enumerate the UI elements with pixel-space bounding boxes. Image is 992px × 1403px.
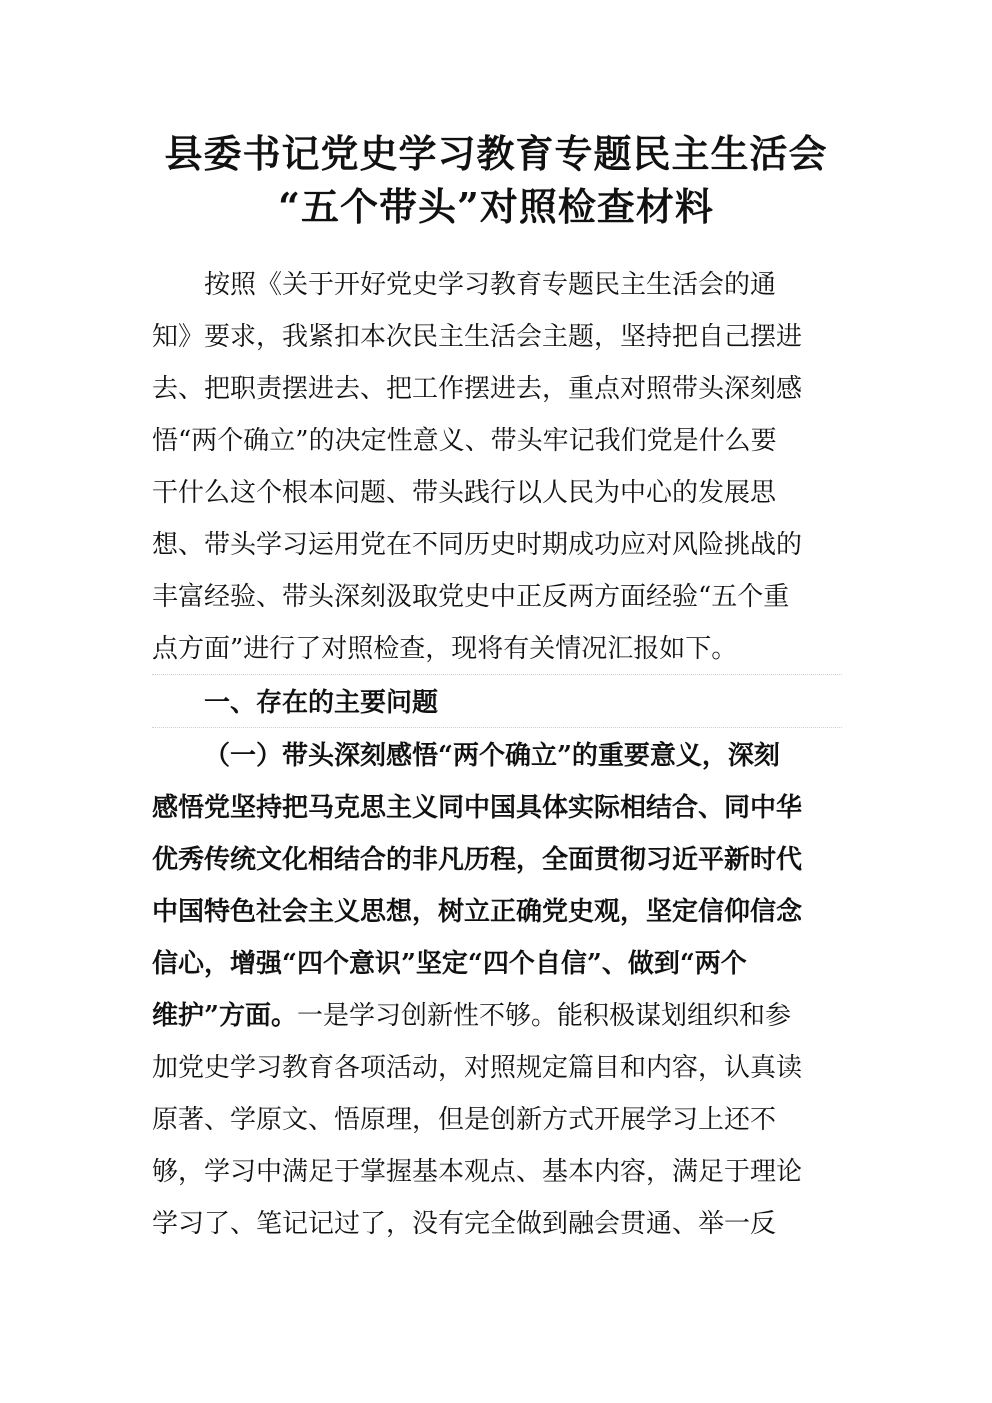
intro-paragraph-line: 点方面”进行了对照检查，现将有关情况汇报如下。 [152,634,738,664]
sub-heading-line: 优秀传统文化相结合的非凡历程，全面贯彻习近平新时代 [152,845,803,875]
sub-heading-line: 信心，增强“四个意识”坚定“四个自信”、做到“两个 [152,949,747,979]
body-paragraph-line: 加党史学习教育各项活动，对照规定篇目和内容，认真读 [152,1053,803,1083]
intro-paragraph-line: 丰富经验、带头深刻汲取党史中正反两方面经验“五个重 [152,582,790,612]
intro-paragraph-line: 按照《关于开好党史学习教育专题民主生活会的通 [204,270,777,300]
intro-paragraph-line: 知》要求，我紧扣本次民主生活会主题，坚持把自己摆进 [152,322,803,352]
sub-heading-line: （一）带头深刻感悟“两个确立”的重要意义，深刻 [204,741,780,771]
dotted-separator [152,727,842,728]
intro-paragraph-line: 干什么这个根本问题、带头践行以人民为中心的发展思 [152,478,777,508]
intro-paragraph-line: 悟“两个确立”的决定性意义、带头牢记我们党是什么要 [152,426,777,456]
document-title-line-1: 县委书记党史学习教育专题民主生活会 [164,131,828,176]
mixed-paragraph-line [152,999,791,1033]
body-paragraph-line: 原著、学原文、悟原理，但是创新方式开展学习上还不 [152,1105,777,1135]
body-text-start: 一是学习创新性不够。能积极谋划组织和参 [296,1001,791,1031]
intro-paragraph-line: 去、把职责摆进去、把工作摆进去，重点对照带头深刻感 [152,374,803,404]
sub-heading-ending: 维护”方面。 [152,1001,297,1031]
sub-heading-line: 感悟党坚持把马克思主义同中国具体实际相结合、同中华 [152,793,803,823]
intro-paragraph-line: 想、带头学习运用党在不同历史时期成功应对风险挑战的 [152,530,803,560]
body-paragraph-line: 够，学习中满足于掌握基本观点、基本内容，满足于理论 [152,1157,803,1187]
section-heading: 一、存在的主要问题 [204,688,439,718]
dotted-separator [152,674,842,675]
document-title-line-2: “五个带头”对照检查材料 [278,184,714,229]
sub-heading-line: 中国特色社会主义思想，树立正确党史观，坚定信仰信念 [152,897,803,927]
body-paragraph-line: 学习了、笔记记过了，没有完全做到融会贯通、举一反 [152,1209,777,1239]
